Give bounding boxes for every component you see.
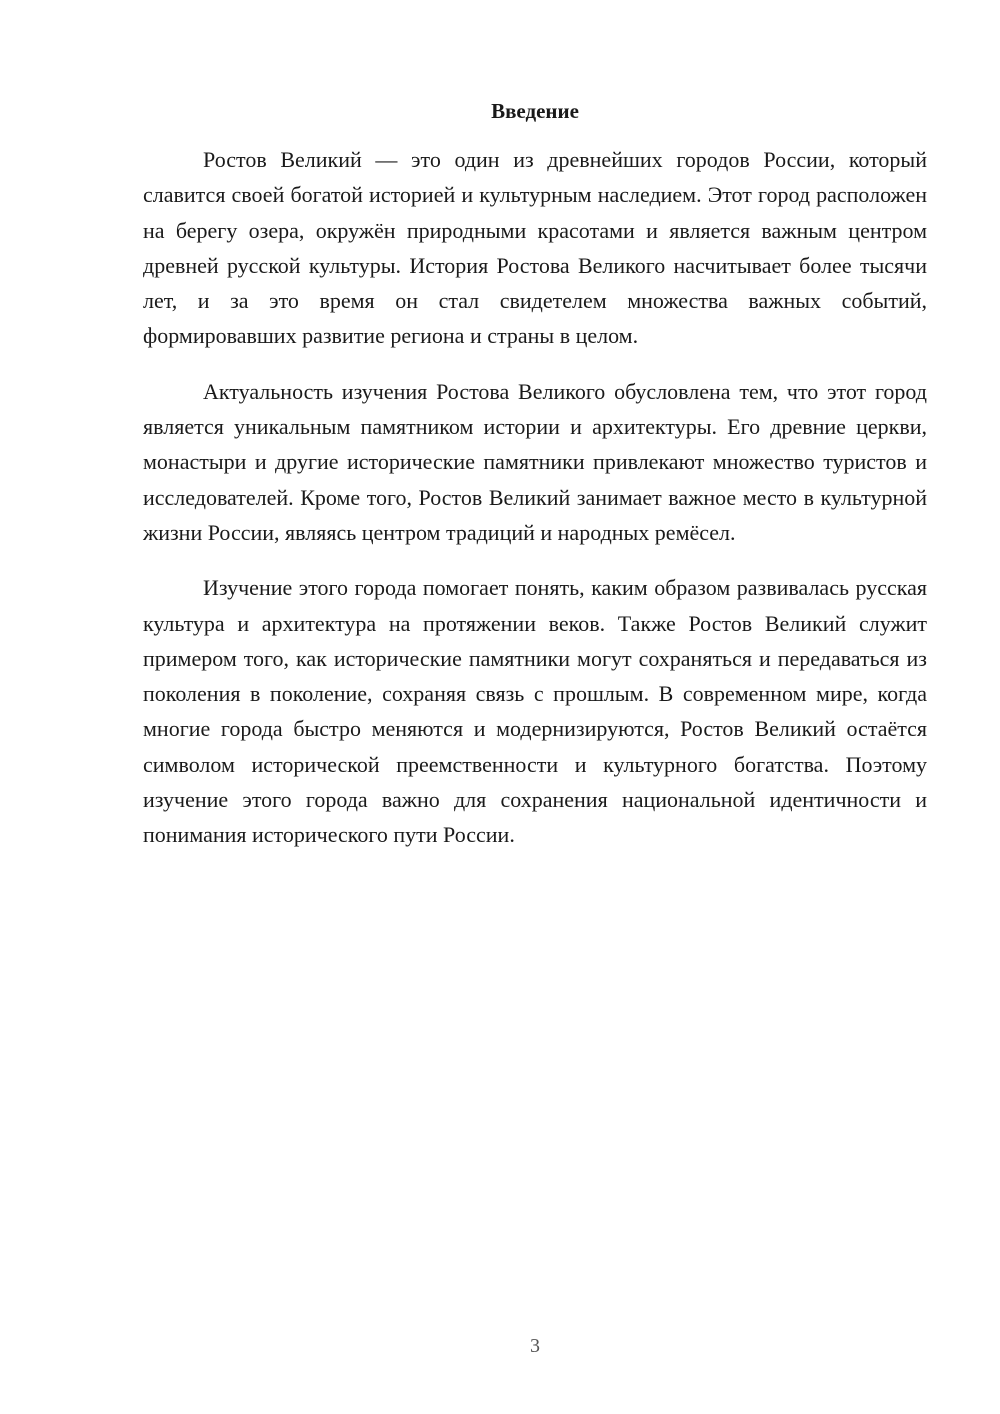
body-text: [143, 142, 927, 873]
section-heading: Введение: [491, 99, 579, 123]
paragraph-2: Актуальность изучения Ростова Великого обусловлена тем, что этот город является уникальным памятником истории и архитектуры. Его древние церкви, монастыри и другие исторические памятники привлекают множество туристов и исследователей. Кроме того, Ростов Великий занимает важное место в культурной жизни России, являясь центром традиций и народных ремёсел.: [143, 378, 927, 545]
paragraph-1: Ростов Великий — это один из древнейших городов России, который славится своей богатой историей и культурным наследием. Этот город расположен на берегу озера, окружён природными красотами и является важным центром древней русской культуры. История Ростова Великого насчитывает более тысячи лет, и за это время он стал свидетелем множества важных событий, формировавших развитие региона и страны в целом.: [143, 147, 927, 349]
paragraph-3: Изучение этого города помогает понять, каким образом развивалась русская культура и архитектура на протяжении веков. Также Ростов Великий служит примером того, как исторические памятники могут сохраняться и передаваться из поколения в поколение, сохраняя связь с прошлым. В современном мире, когда многие города быстро меняются и модернизируются, Ростов Великий остаётся символом исторической преемственности и культурного богатства. Поэтому изучение этого города важно для сохранения национальной идентичности и понимания исторического пути России.: [143, 575, 927, 848]
page-number: 3: [530, 1335, 540, 1357]
